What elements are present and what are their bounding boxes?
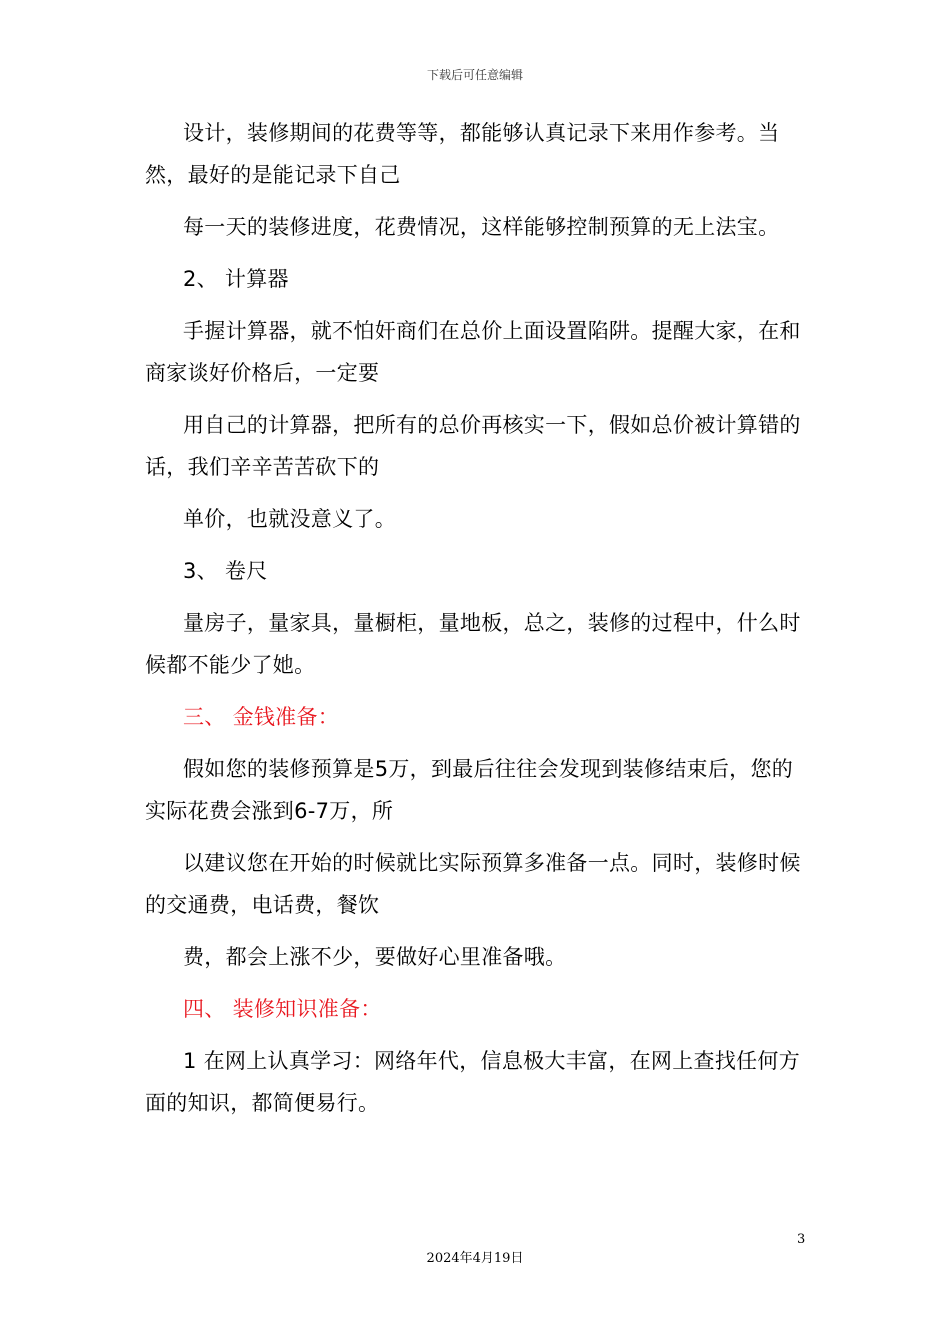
list-item-heading: 3、 卷尺 <box>183 559 268 583</box>
paragraph: 以建议您在开始的时候就比实际预算多准备一点。同时，装修时候的交通费，电话费，餐饮 <box>145 851 801 917</box>
paragraph: 用自己的计算器，把所有的总价再核实一下，假如总价被计算错的话，我们辛辛苦苦砍下的 <box>145 413 801 479</box>
paragraph: 量房子，量家具，量橱柜，量地板，总之，装修的过程中，什么时候都不能少了她。 <box>145 611 801 677</box>
section-heading: 四、 装修知识准备： <box>183 997 382 1021</box>
list-item-heading: 2、 计算器 <box>183 267 289 291</box>
paragraph: 手握计算器，就不怕奸商们在总价上面设置陷阱。提醒大家，在和商家谈好价格后，一定要 <box>145 319 801 385</box>
section-heading: 三、 金钱准备： <box>183 705 340 729</box>
paragraph: 1 在网上认真学习：网络年代，信息极大丰富，在网上查找任何方面的知识，都简便易行。 <box>145 1049 801 1115</box>
paragraph: 设计，装修期间的花费等等，都能够认真记录下来用作参考。当然，最好的是能记录下自己 <box>145 121 780 187</box>
page-number: 3 <box>797 1232 806 1247</box>
paragraph: 单价，也就没意义了。 <box>183 507 396 531</box>
page-footer-date: 2024年4月19日 <box>426 1251 524 1266</box>
page-header: 下载后可任意编辑 <box>426 68 523 82</box>
paragraph: 假如您的装修预算是5万，到最后往往会发现到装修结束后，您的实际花费会涨到6-7万，所 <box>145 757 794 823</box>
paragraph: 每一天的装修进度，花费情况，这样能够控制预算的无上法宝。 <box>183 215 780 239</box>
paragraph: 费，都会上涨不少，要做好心里准备哦。 <box>183 945 567 969</box>
document-body <box>145 112 805 1134</box>
